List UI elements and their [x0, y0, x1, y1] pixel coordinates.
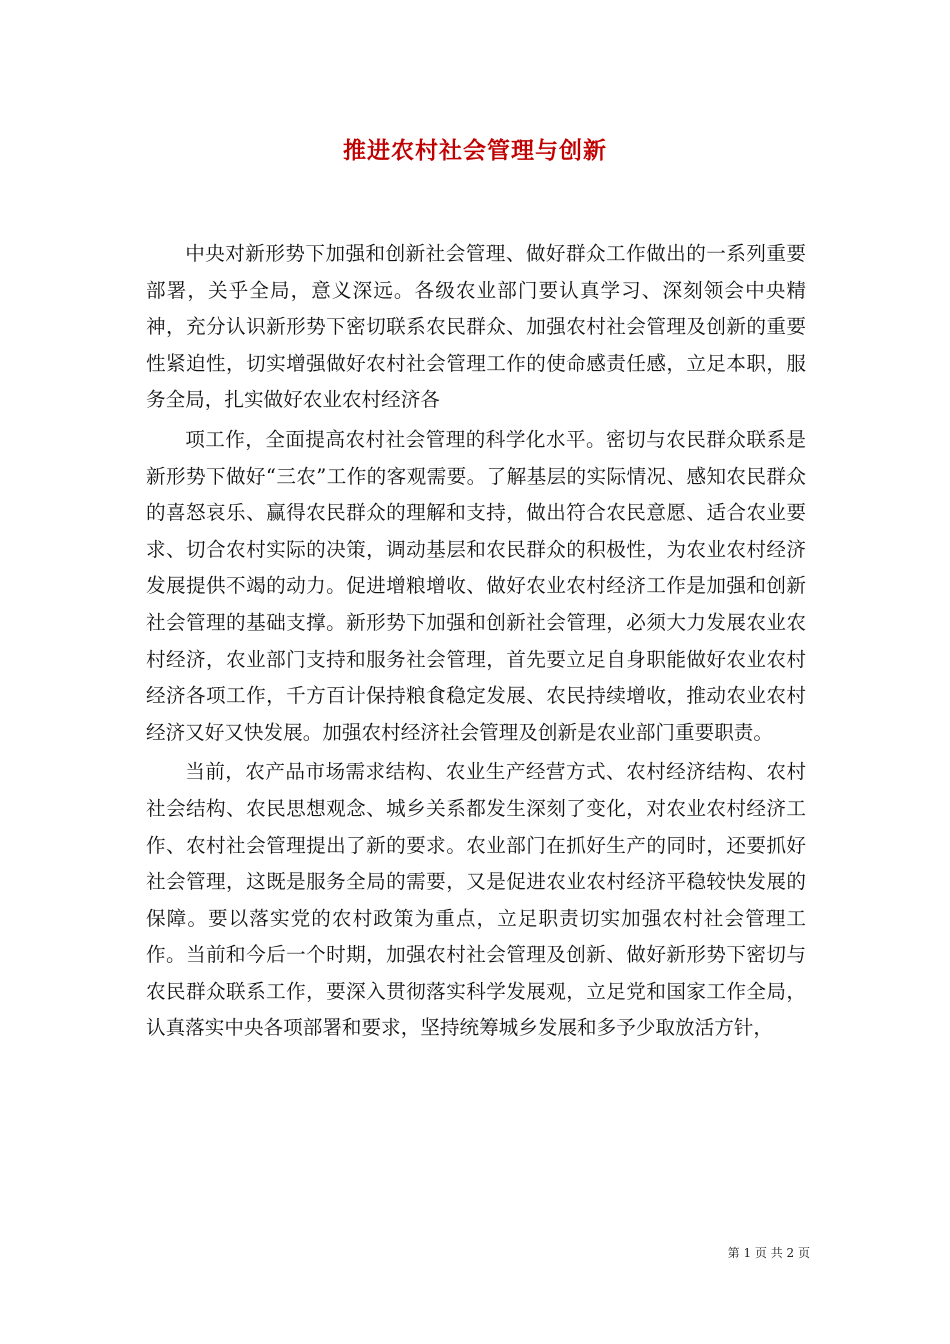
page-footer: 第 1 页 共 2 页 [727, 1246, 810, 1260]
paragraph-2: 项工作，全面提高农村社会管理的科学化水平。密切与农民群众联系是新形势下做好“三农”工作的客观需要。了解基层的实际情况、感知农民群众的喜怒哀乐、赢得农民群众的理解和支持，做出符合农民意愿、适合农业要求、切合农村实际的决策，调动基层和农民群众的积极性，为农业农村经济发展提供不竭的动力。促进增粮增收、做好农业农村经济工作是加强和创新社会管理的基础支撑。新形势下加强和创新社会管理，必须大力发展农业农村经济，农业部门支持和服务社会管理，首先要立足自身职能做好农业农村经济各项工作，千方百计保持粮食稳定发展、农民持续增收，推动农业农村经济又好又快发展。加强农村经济社会管理及创新是农业部门重要职责。 [146, 427, 806, 744]
paragraph-1: 中央对新形势下加强和创新社会管理、做好群众工作做出的一系列重要部署，关乎全局，意义深远。各级农业部门要认真学习、深刻领会中央精神，充分认识新形势下密切联系农民群众、加强农村社会管理及创新的重要性紧迫性，切实增强做好农村社会管理工作的使命感责任感，立足本职，服务全局，扎实做好农业农村经济各 [146, 242, 806, 412]
document-title: 推进农村社会管理与创新 [343, 137, 607, 164]
document-body [146, 236, 806, 1050]
paragraph-3: 当前，农产品市场需求结构、农业生产经营方式、农村经济结构、农村社会结构、农民思想观念、城乡关系都发生深刻了变化，对农业农村经济工作、农村社会管理提出了新的要求。农业部门在抓好生产的同时，还要抓好社会管理，这既是服务全局的需要，又是促进农业农村经济平稳较快发展的保障。要以落实党的农村政策为重点，立足职责切实加强农村社会管理工作。当前和今后一个时期，加强农村社会管理及创新、做好新形势下密切与农民群众联系工作，要深入贯彻落实科学发展观，立足党和国家工作全局，认真落实中央各项部署和要求，坚持统筹城乡发展和多予少取放活方针， [146, 760, 806, 1040]
